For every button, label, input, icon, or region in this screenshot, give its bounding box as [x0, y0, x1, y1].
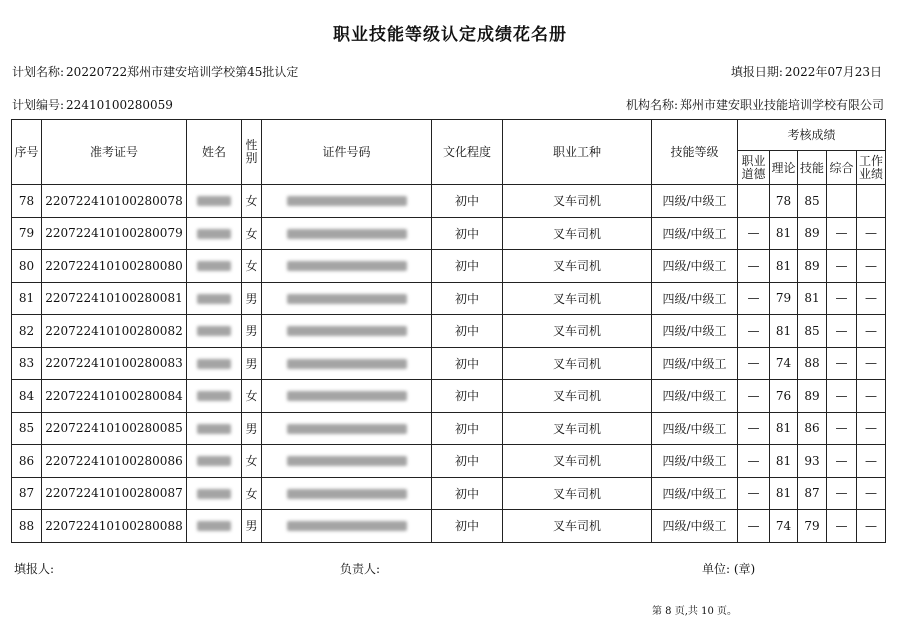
cell-exam-number: 220722410100280083 — [42, 347, 187, 380]
cell-work-record: — — [857, 477, 886, 510]
unit-stamp-label: 单位: (章) — [702, 562, 756, 576]
cell-comprehensive: — — [827, 412, 857, 445]
cell-id-number — [262, 315, 432, 348]
cell-ethics: — — [738, 412, 770, 445]
cell-theory: 78 — [770, 185, 798, 218]
cell-gender: 男 — [242, 315, 262, 348]
redacted-name — [197, 424, 231, 434]
table-row — [12, 347, 886, 380]
cell-skill: 81 — [798, 282, 827, 315]
cell-gender: 女 — [242, 380, 262, 413]
cell-gender: 女 — [242, 217, 262, 250]
cell-exam-number: 220722410100280084 — [42, 380, 187, 413]
cell-exam-number: 220722410100280085 — [42, 412, 187, 445]
cell-seq: 80 — [12, 250, 42, 283]
cell-skill-level: 四级/中级工 — [652, 185, 738, 218]
cell-education: 初中 — [432, 217, 503, 250]
filler-label: 填报人: — [14, 562, 55, 576]
cell-name — [187, 380, 242, 413]
cell-theory: 81 — [770, 315, 798, 348]
cell-seq: 78 — [12, 185, 42, 218]
cell-occupation: 叉车司机 — [503, 412, 652, 445]
cell-skill: 85 — [798, 185, 827, 218]
redacted-id-number — [287, 326, 407, 336]
redacted-id-number — [287, 456, 407, 466]
plan-number — [12, 96, 173, 113]
cell-education: 初中 — [432, 412, 503, 445]
organization-value: 郑州市建安职业技能培训学校有限公司 — [679, 98, 884, 112]
redacted-name — [197, 326, 231, 336]
plan-name — [12, 63, 298, 80]
cell-skill-level: 四级/中级工 — [652, 380, 738, 413]
cell-id-number — [262, 250, 432, 283]
cell-id-number — [262, 347, 432, 380]
organization-name — [626, 96, 884, 113]
cell-seq: 82 — [12, 315, 42, 348]
header-scores-group: 考核成绩 — [738, 120, 886, 151]
cell-theory: 74 — [770, 347, 798, 380]
cell-ethics: — — [738, 217, 770, 250]
cell-skill-level: 四级/中级工 — [652, 477, 738, 510]
cell-gender: 男 — [242, 282, 262, 315]
cell-id-number — [262, 185, 432, 218]
cell-name — [187, 282, 242, 315]
cell-name — [187, 477, 242, 510]
cell-skill-level: 四级/中级工 — [652, 250, 738, 283]
cell-skill: 89 — [798, 380, 827, 413]
cell-seq: 83 — [12, 347, 42, 380]
roster-body — [12, 185, 886, 543]
cell-exam-number: 220722410100280086 — [42, 445, 187, 478]
cell-work-record: — — [857, 315, 886, 348]
cell-name — [187, 347, 242, 380]
cell-comprehensive: — — [827, 282, 857, 315]
cell-education: 初中 — [432, 510, 503, 543]
cell-id-number — [262, 445, 432, 478]
cell-name — [187, 510, 242, 543]
cell-skill: 88 — [798, 347, 827, 380]
redacted-name — [197, 489, 231, 499]
plan-number-label: 计划编号: — [12, 98, 65, 112]
table-row — [12, 315, 886, 348]
cell-skill: 86 — [798, 412, 827, 445]
cell-gender: 男 — [242, 347, 262, 380]
cell-ethics: — — [738, 510, 770, 543]
cell-comprehensive: — — [827, 250, 857, 283]
cell-education: 初中 — [432, 315, 503, 348]
cell-education: 初中 — [432, 347, 503, 380]
cell-name — [187, 315, 242, 348]
header-theory: 理论 — [770, 151, 798, 185]
cell-work-record: — — [857, 510, 886, 543]
header-education: 文化程度 — [432, 120, 503, 185]
cell-ethics: — — [738, 477, 770, 510]
redacted-name — [197, 359, 231, 369]
cell-comprehensive: — — [827, 510, 857, 543]
redacted-name — [197, 229, 231, 239]
cell-gender: 女 — [242, 477, 262, 510]
plan-name-value: 20220722郑州市建安培训学校第45批认定 — [66, 65, 299, 79]
cell-theory: 81 — [770, 412, 798, 445]
cell-occupation: 叉车司机 — [503, 185, 652, 218]
organization-label: 机构名称: — [625, 98, 678, 112]
cell-gender: 女 — [242, 185, 262, 218]
cell-education: 初中 — [432, 445, 503, 478]
cell-seq: 88 — [12, 510, 42, 543]
redacted-name — [197, 196, 231, 206]
fill-date-label: 填报日期: — [730, 65, 783, 79]
header-ethics: 职业道德 — [738, 151, 770, 185]
cell-occupation: 叉车司机 — [503, 347, 652, 380]
cell-theory: 76 — [770, 380, 798, 413]
cell-id-number — [262, 282, 432, 315]
redacted-id-number — [287, 229, 407, 239]
cell-work-record: — — [857, 445, 886, 478]
cell-occupation: 叉车司机 — [503, 217, 652, 250]
cell-exam-number: 220722410100280078 — [42, 185, 187, 218]
cell-skill: 93 — [798, 445, 827, 478]
table-row — [12, 185, 886, 218]
header-gender: 性别 — [242, 120, 262, 185]
cell-skill: 79 — [798, 510, 827, 543]
redacted-id-number — [287, 261, 407, 271]
table-row — [12, 380, 886, 413]
cell-work-record: — — [857, 250, 886, 283]
cell-occupation: 叉车司机 — [503, 445, 652, 478]
header-work-record: 工作业绩 — [857, 151, 886, 185]
cell-skill-level: 四级/中级工 — [652, 347, 738, 380]
cell-comprehensive — [827, 185, 857, 218]
fill-date-value: 2022年07月23日 — [784, 65, 882, 79]
cell-comprehensive: — — [827, 380, 857, 413]
cell-work-record: — — [857, 347, 886, 380]
cell-id-number — [262, 510, 432, 543]
plan-name-label: 计划名称: — [12, 65, 65, 79]
cell-exam-number: 220722410100280079 — [42, 217, 187, 250]
cell-ethics: — — [738, 380, 770, 413]
redacted-id-number — [287, 359, 407, 369]
fill-date — [731, 63, 882, 80]
cell-theory: 74 — [770, 510, 798, 543]
cell-name — [187, 250, 242, 283]
header-occupation: 职业工种 — [503, 120, 652, 185]
cell-skill-level: 四级/中级工 — [652, 510, 738, 543]
cell-occupation: 叉车司机 — [503, 315, 652, 348]
cell-work-record: — — [857, 282, 886, 315]
cell-name — [187, 185, 242, 218]
cell-exam-number: 220722410100280088 — [42, 510, 187, 543]
redacted-id-number — [287, 294, 407, 304]
cell-occupation: 叉车司机 — [503, 510, 652, 543]
redacted-id-number — [287, 391, 407, 401]
cell-exam-number: 220722410100280080 — [42, 250, 187, 283]
table-row — [12, 445, 886, 478]
header-skill-level: 技能等级 — [652, 120, 738, 185]
cell-comprehensive: — — [827, 445, 857, 478]
cell-seq: 84 — [12, 380, 42, 413]
cell-name — [187, 445, 242, 478]
cell-education: 初中 — [432, 282, 503, 315]
cell-gender: 男 — [242, 510, 262, 543]
cell-skill-level: 四级/中级工 — [652, 315, 738, 348]
cell-id-number — [262, 380, 432, 413]
table-row — [12, 412, 886, 445]
page-indicator: 第 8 页,共 10 页。 — [652, 606, 737, 617]
cell-ethics: — — [738, 315, 770, 348]
cell-work-record: — — [857, 380, 886, 413]
cell-skill-level: 四级/中级工 — [652, 445, 738, 478]
cell-seq: 86 — [12, 445, 42, 478]
cell-gender: 男 — [242, 412, 262, 445]
redacted-name — [197, 294, 231, 304]
cell-exam-number: 220722410100280081 — [42, 282, 187, 315]
cell-occupation: 叉车司机 — [503, 250, 652, 283]
redacted-name — [197, 391, 231, 401]
redacted-name — [197, 261, 231, 271]
cell-education: 初中 — [432, 380, 503, 413]
cell-education: 初中 — [432, 185, 503, 218]
header-seq: 序号 — [12, 120, 42, 185]
cell-skill-level: 四级/中级工 — [652, 412, 738, 445]
redacted-name — [197, 456, 231, 466]
header-skill: 技能 — [798, 151, 827, 185]
cell-skill: 89 — [798, 217, 827, 250]
cell-seq: 81 — [12, 282, 42, 315]
redacted-id-number — [287, 196, 407, 206]
header-comprehensive: 综合 — [827, 151, 857, 185]
table-row — [12, 477, 886, 510]
cell-exam-number: 220722410100280087 — [42, 477, 187, 510]
cell-work-record — [857, 185, 886, 218]
cell-work-record: — — [857, 217, 886, 250]
cell-skill: 89 — [798, 250, 827, 283]
cell-education: 初中 — [432, 477, 503, 510]
cell-theory: 81 — [770, 477, 798, 510]
cell-ethics: — — [738, 282, 770, 315]
score-roster-table — [11, 119, 886, 543]
cell-occupation: 叉车司机 — [503, 477, 652, 510]
cell-ethics: — — [738, 250, 770, 283]
redacted-id-number — [287, 521, 407, 531]
cell-ethics: — — [738, 445, 770, 478]
redacted-id-number — [287, 424, 407, 434]
redacted-name — [197, 521, 231, 531]
cell-education: 初中 — [432, 250, 503, 283]
redacted-id-number — [287, 489, 407, 499]
cell-comprehensive: — — [827, 347, 857, 380]
cell-skill-level: 四级/中级工 — [652, 282, 738, 315]
cell-ethics — [738, 185, 770, 218]
cell-gender: 女 — [242, 445, 262, 478]
cell-comprehensive: — — [827, 217, 857, 250]
cell-id-number — [262, 217, 432, 250]
cell-seq: 85 — [12, 412, 42, 445]
header-name: 姓名 — [187, 120, 242, 185]
cell-comprehensive: — — [827, 477, 857, 510]
cell-seq: 79 — [12, 217, 42, 250]
cell-id-number — [262, 477, 432, 510]
cell-id-number — [262, 412, 432, 445]
cell-skill: 85 — [798, 315, 827, 348]
cell-skill: 87 — [798, 477, 827, 510]
cell-theory: 79 — [770, 282, 798, 315]
cell-theory: 81 — [770, 250, 798, 283]
cell-skill-level: 四级/中级工 — [652, 217, 738, 250]
cell-occupation: 叉车司机 — [503, 380, 652, 413]
cell-theory: 81 — [770, 217, 798, 250]
cell-name — [187, 217, 242, 250]
cell-occupation: 叉车司机 — [503, 282, 652, 315]
table-row — [12, 282, 886, 315]
document-title: 职业技能等级认定成绩花名册 — [333, 25, 567, 45]
plan-number-value: 22410100280059 — [66, 98, 173, 112]
header-exam-number: 准考证号 — [42, 120, 187, 185]
cell-gender: 女 — [242, 250, 262, 283]
cell-theory: 81 — [770, 445, 798, 478]
cell-seq: 87 — [12, 477, 42, 510]
cell-ethics: — — [738, 347, 770, 380]
cell-name — [187, 412, 242, 445]
table-row — [12, 510, 886, 543]
cell-exam-number: 220722410100280082 — [42, 315, 187, 348]
table-row — [12, 217, 886, 250]
cell-work-record: — — [857, 412, 886, 445]
cell-comprehensive: — — [827, 315, 857, 348]
table-row — [12, 250, 886, 283]
header-id-number: 证件号码 — [262, 120, 432, 185]
responsible-label: 负责人: — [340, 562, 381, 576]
